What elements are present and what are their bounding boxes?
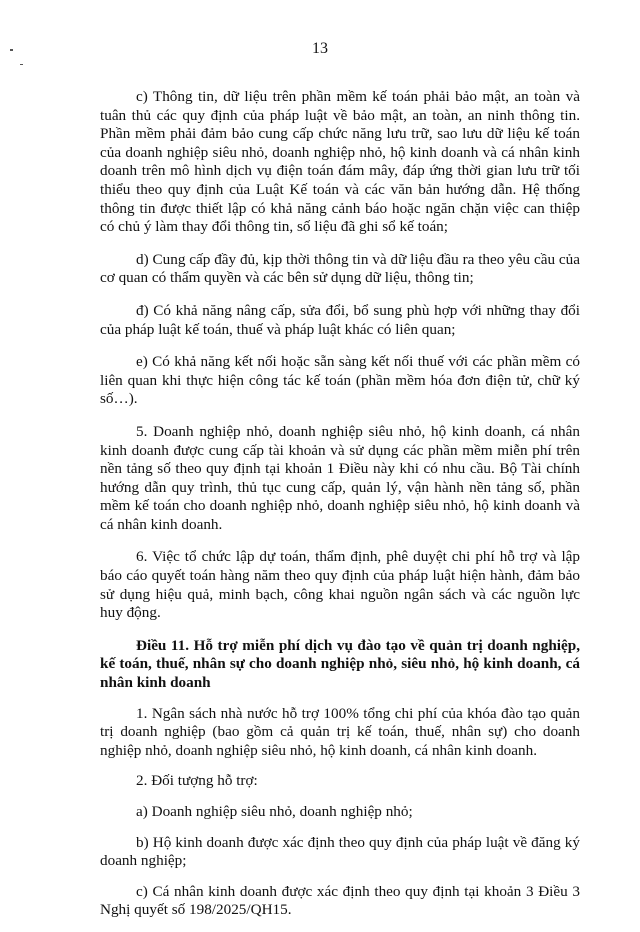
article-heading: Điều 11. Hỗ trợ miễn phí dịch vụ đào tạo về quản trị doanh nghiệp, kế toán, thuế, nhân sự cho doanh nghiệp nhỏ, siêu nhỏ, hộ kinh doanh, cá nhân kinh doanh bbox=[100, 636, 580, 692]
scan-mark bbox=[20, 64, 23, 65]
article-paragraph-c: c) Cá nhân kinh doanh được xác định theo quy định tại khoản 3 Điều 3 Nghị quyết số 198/2025/QH15. bbox=[100, 882, 580, 919]
article-paragraph-1: 1. Ngân sách nhà nước hỗ trợ 100% tổng chi phí của khóa đào tạo quản trị doanh nghiệp (bao gồm cả quản trị kế toán, thuế, nhân sự) cho doanh nghiệp nhỏ, doanh nghiệp siêu nhỏ, hộ kinh doanh, cá nhân kinh doanh. bbox=[100, 704, 580, 759]
article-paragraph-2: 2. Đối tượng hỗ trợ: bbox=[136, 772, 258, 790]
paragraph-dd: đ) Có khả năng nâng cấp, sửa đổi, bổ sung phù hợp với những thay đổi của pháp luật kế toán, thuế và pháp luật khác có liên quan; bbox=[100, 301, 580, 338]
paragraph-d: d) Cung cấp đầy đủ, kịp thời thông tin và dữ liệu đầu ra theo yêu cầu của cơ quan có thẩm quyền và các bên sử dụng dữ liệu, thông tin; bbox=[100, 250, 580, 287]
paragraph-5: 5. Doanh nghiệp nhỏ, doanh nghiệp siêu nhỏ, hộ kinh doanh, cá nhân kinh doanh được cung cấp tài khoản và sử dụng các phần mềm miễn phí trên nền tảng số theo quy định tại khoản 1 Điều này khi có nhu cầu. Bộ Tài chính hướng dẫn quy trình, thủ tục cung cấp, quản lý, vận hành nền tảng số, phần mềm kế toán cho doanh nghiệp nhỏ, doanh nghiệp siêu nhỏ, hộ kinh doanh và cá nhân kinh doanh. bbox=[100, 422, 580, 533]
article-paragraph-a: a) Doanh nghiệp siêu nhỏ, doanh nghiệp nhỏ; bbox=[136, 803, 413, 820]
paragraph-c: c) Thông tin, dữ liệu trên phần mềm kế toán phải bảo mật, an toàn và tuân thủ các quy định của pháp luật về bảo mật, an toàn, an ninh thông tin. Phần mềm phải đảm bảo cung cấp chức năng lưu trữ, sao lưu dữ liệu kế toán của doanh nghiệp siêu nhỏ, doanh nghiệp nhỏ, hộ kinh doanh và cá nhân kinh doanh trên mô hình dịch vụ điện toán đám mây, đáp ứng thời gian lưu trữ tối thiểu theo quy định của Luật Kế toán và các văn bản hướng dẫn. Hệ thống thông tin được thiết lập có khả năng cảnh báo hoặc ngăn chặn việc can thiệp có chủ ý làm thay đổi thông tin, số liệu đã ghi sổ kế toán; bbox=[100, 88, 580, 236]
document-body bbox=[100, 88, 580, 932]
paragraph-e: e) Có khả năng kết nối hoặc sẵn sàng kết nối thuế với các phần mềm có liên quan khi thực hiện công tác kế toán (phần mềm hóa đơn điện tử, chữ ký số…). bbox=[100, 353, 580, 408]
article-paragraph-b: b) Hộ kinh doanh được xác định theo quy định của pháp luật về đăng ký doanh nghiệp; bbox=[100, 833, 580, 870]
paragraph-6: 6. Việc tổ chức lập dự toán, thẩm định, phê duyệt chi phí hỗ trợ và lập báo cáo quyết toán hàng năm theo quy định của pháp luật hiện hành, đảm bảo sử dụng hiệu quả, minh bạch, công khai nguồn ngân sách và các nguồn lực huy động. bbox=[100, 548, 580, 622]
page-number: 13 bbox=[312, 40, 328, 57]
